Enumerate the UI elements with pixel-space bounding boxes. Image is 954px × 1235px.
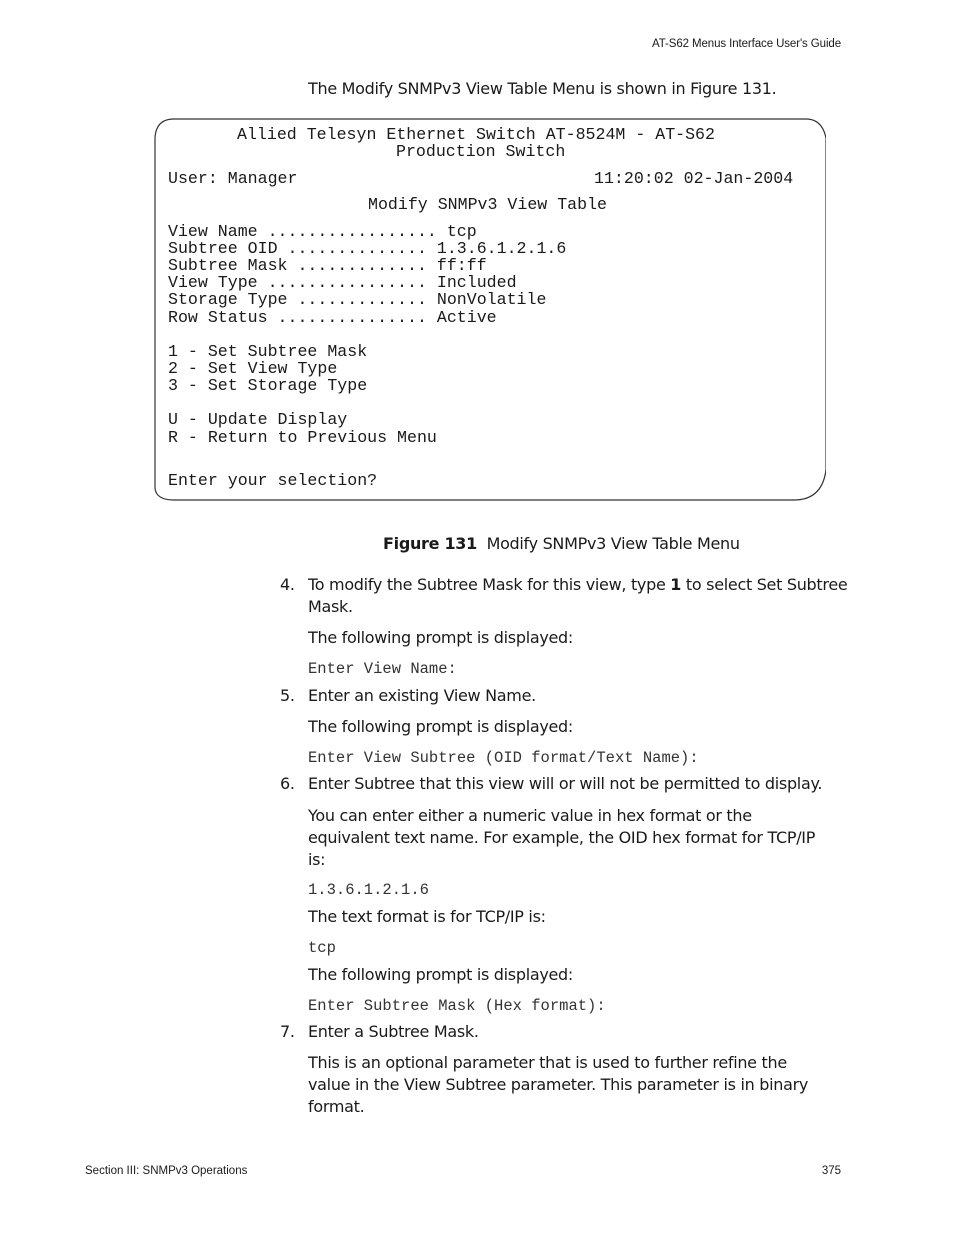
field-view-name: View Name ................. tcp: [168, 222, 477, 241]
step-4-text-post: to select Set Subtree: [681, 575, 848, 594]
step-number: 4.: [280, 575, 295, 594]
step-number: 6.: [280, 774, 295, 793]
screen-datetime: 11:20:02 02-Jan-2004: [594, 169, 794, 188]
figure-title: Modify SNMPv3 View Table Menu: [486, 534, 740, 553]
screen-prompt[interactable]: Enter your selection?: [168, 471, 378, 490]
step-7-text: Enter a Subtree Mask.: [308, 1022, 479, 1041]
option-update-display[interactable]: U - Update Display: [168, 410, 348, 429]
figure-label: Figure 131: [383, 534, 477, 553]
field-view-type: View Type ................ Included: [168, 273, 517, 292]
code-enter-subtree-mask: Enter Subtree Mask (Hex format):: [308, 997, 606, 1015]
code-enter-view-subtree: Enter View Subtree (OID format/Text Name):: [308, 749, 699, 767]
code-enter-view-name: Enter View Name:: [308, 660, 457, 678]
step-4-key: 1: [670, 575, 682, 594]
step-5-follow: The following prompt is displayed:: [308, 717, 574, 736]
field-subtree-oid: Subtree OID .............. 1.3.6.1.2.1.6: [168, 239, 567, 258]
step-number: 5.: [280, 686, 295, 705]
step-number: 7.: [280, 1022, 295, 1041]
step-7-paragraph-line1: This is an optional parameter that is used to further refine the: [308, 1053, 787, 1072]
step-6-text: Enter Subtree that this view will or will not be permitted to display.: [308, 774, 823, 793]
intro-text: The Modify SNMPv3 View Table Menu is shown in Figure 131.: [308, 79, 777, 98]
option-set-view-type[interactable]: 2 - Set View Type: [168, 359, 338, 378]
field-storage-type: Storage Type ............. NonVolatile: [168, 290, 547, 309]
screen-user: User: Manager: [168, 169, 298, 188]
code-oid-hex: 1.3.6.1.2.1.6: [308, 881, 429, 899]
screen-title-line1: Allied Telesyn Ethernet Switch AT-8524M - AT-S62: [237, 125, 715, 144]
step-7-paragraph: [308, 1052, 808, 1118]
option-set-subtree-mask[interactable]: 1 - Set Subtree Mask: [168, 342, 368, 361]
step-6-paragraph-line1: You can enter either a numeric value in hex format or the: [308, 806, 752, 825]
step-4-follow: The following prompt is displayed:: [308, 628, 574, 647]
screen-title-line2: Production Switch: [396, 142, 566, 161]
figure-caption: [383, 534, 740, 553]
step-4-text: [308, 574, 847, 618]
step-7-paragraph-line2: value in the View Subtree parameter. This parameter is in binary: [308, 1075, 809, 1094]
step-6-paragraph: [308, 805, 815, 871]
screen-menu-title: Modify SNMPv3 View Table: [368, 195, 607, 214]
step-6-text-format: The text format is for TCP/IP is:: [308, 907, 546, 926]
step-5-text: Enter an existing View Name.: [308, 686, 536, 705]
running-header: AT-S62 Menus Interface User's Guide: [652, 38, 841, 50]
field-row-status: Row Status ............... Active: [168, 308, 497, 327]
option-return-previous[interactable]: R - Return to Previous Menu: [168, 428, 437, 447]
terminal-screen-figure: [154, 118, 826, 501]
step-7-paragraph-line3: format.: [308, 1097, 365, 1116]
field-subtree-mask: Subtree Mask ............. ff:ff: [168, 256, 487, 275]
step-6-follow: The following prompt is displayed:: [308, 965, 574, 984]
option-set-storage-type[interactable]: 3 - Set Storage Type: [168, 376, 368, 395]
step-4-text-line2: Mask.: [308, 597, 353, 616]
step-4-text-pre: To modify the Subtree Mask for this view, type: [308, 575, 671, 594]
step-6-paragraph-line3: is:: [308, 850, 326, 869]
code-tcp: tcp: [308, 939, 336, 957]
footer-section: Section III: SNMPv3 Operations: [85, 1165, 248, 1177]
footer-page-number: 375: [821, 1165, 841, 1177]
step-6-paragraph-line2: equivalent text name. For example, the OID hex format for TCP/IP: [308, 828, 816, 847]
